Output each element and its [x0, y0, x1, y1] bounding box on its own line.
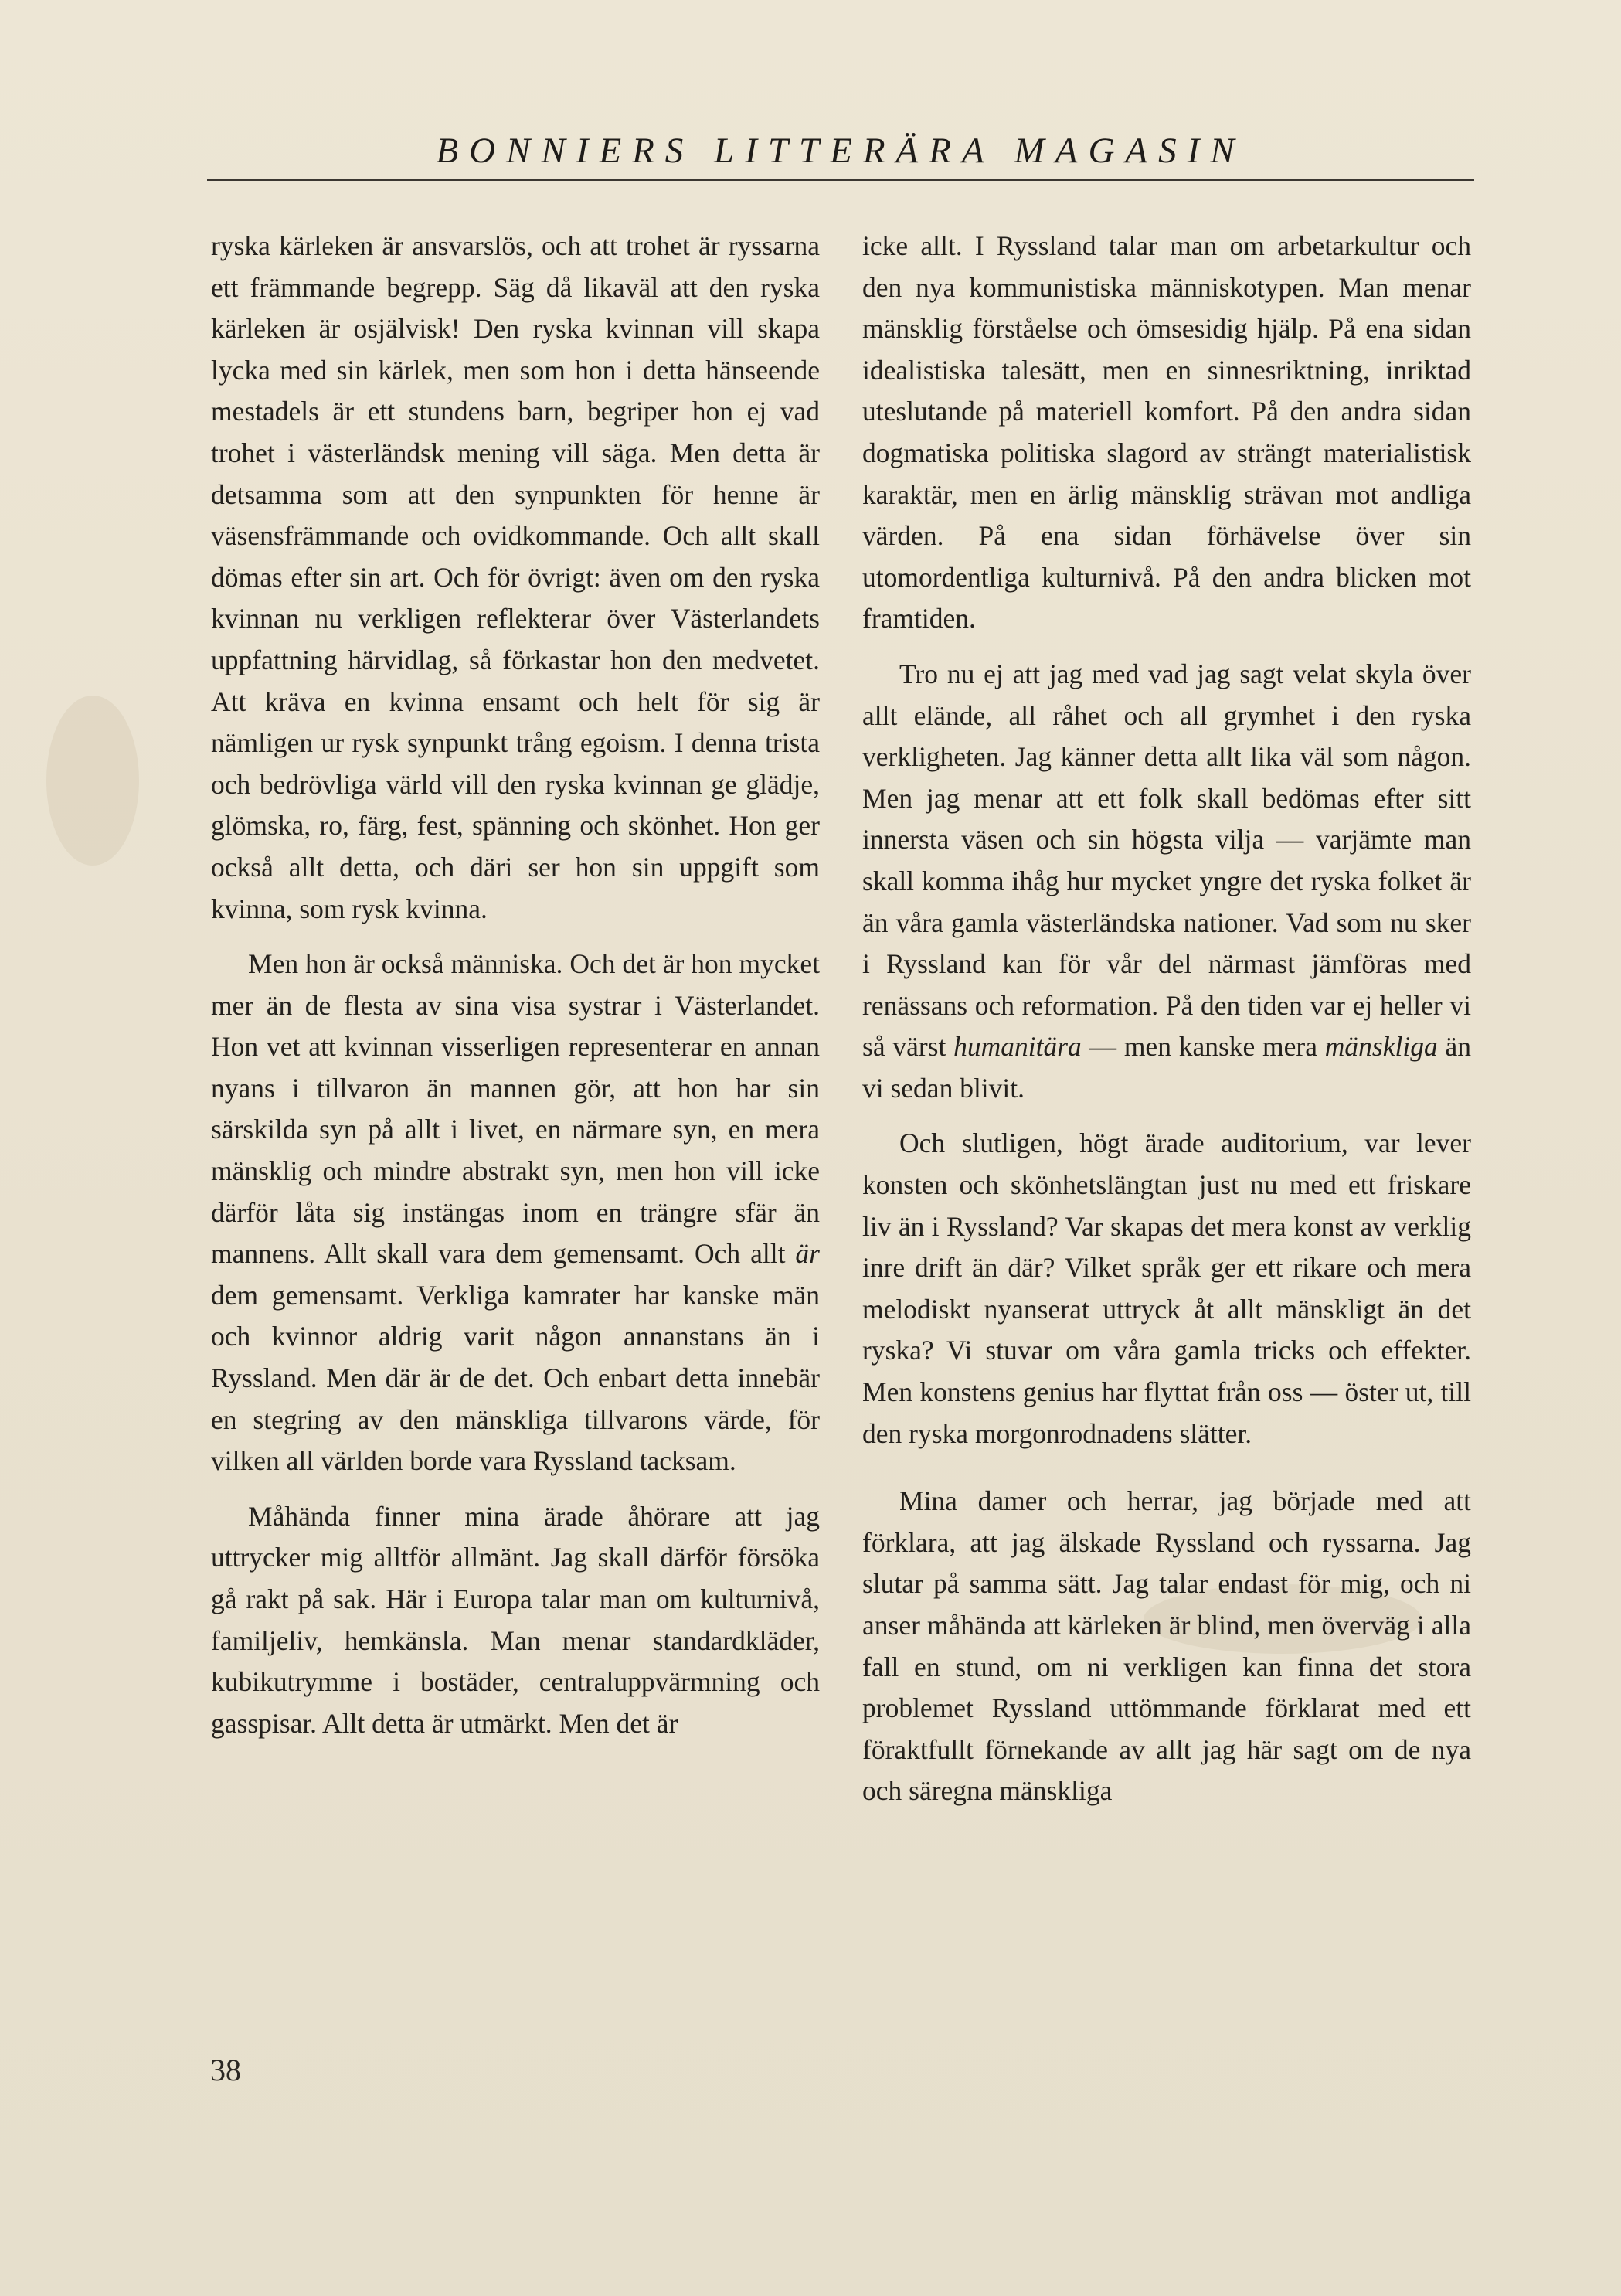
right-paragraph-2-emphasis-1: humanitära [953, 1031, 1082, 1063]
left-column [211, 226, 820, 1744]
magazine-title: BONNIERS LITTERÄRA MAGASIN [436, 131, 1245, 171]
right-paragraph-4: Mina damer och herrar, jag började med att förklara, att jag älskade Ryssland och ryssarna. Jag slutar på samma sätt. Jag talar endast för mig, och ni anser måhända att kärleken är blind, men överväg i alla fall en stund, om ni verkligen kan finna det stora problemet Ryssland uttömmande förklarat med ett föraktfullt förnekande av allt jag här sagt om de nya och säregna mänskliga [862, 1485, 1471, 1807]
right-paragraph-3: Och slutligen, högt ärade auditorium, var lever konsten och skönhetslängtan just nu med ett friskare liv än i Ryssland? Var skapas det mera konst av verklig inre drift än där? Vilket språk ger ett rikare och mera melodiskt nyanserat uttryck åt allt mänskligt än det ryska? Vi stuvar om våra gamla tricks och effekter. Men konstens genius har flyttat från oss — öster ut, till den ryska morgonrodnadens slätter. [862, 1128, 1471, 1449]
left-paragraph-1: ryska kärleken är ansvarslös, och att trohet är ryssarna ett främmande begrepp. Säg då likaväl att den ryska kärleken är osjälvisk! Den ryska kvinnan vill skapa lycka med sin kärlek, men som hon i detta hänseende mestadels är ett stundens barn, begriper hon ej vad trohet i västerländsk mening vill säga. Men detta är detsamma som att den synpunkten för henne är väsensfrämmande och ovidkommande. Och allt skall dömas efter sin art. Och för övrigt: även om den ryska kvinnan nu verkligen reflekterar över Västerlandets uppfattning härvidlag, så förkastar hon den medvetet. Att kräva en kvinna ensamt och helt för sig är nämligen ur rysk synpunkt trång egoism. I denna trista och bedrövliga värld vill den ryska kvinnan ge glädje, glömska, ro, färg, fest, spänning och skönhet. Hon ger också allt detta, och däri ser hon sin uppgift som kvinna, som rysk kvinna. [211, 230, 820, 924]
right-paragraph-2 [862, 654, 1471, 1110]
paper-stain [46, 696, 139, 866]
left-paragraph-2-text-b: dem gemensamt. Verkliga kamrater har kanske män och kvinnor aldrig varit någon annanstans än i Ryssland. Men där är de det. Och enbart detta innebär en stegring av den mänskliga tillvarons värde, för vilken all världen borde vara Ryssland tacksam. [211, 1279, 820, 1477]
running-header [207, 124, 1474, 184]
right-paragraph-2-text-c: än vi sedan blivit. [862, 1031, 1471, 1104]
left-paragraph-2-text-a: Men hon är också människa. Och det är hon mycket mer än de flesta av sina visa systrar i Västerlandet. Hon vet att kvinnan visserligen representerar en annan nyans i tillvaron än mannen gör, att hon har sin särskilda syn på allt i livet, en närmare syn, en mera mänsklig och mindre abstrakt syn, men hon vill icke därför låta sig instängas inom en trängre sfär än mannens. Allt skall vara dem gemensamt. Och allt [211, 948, 820, 1270]
left-paragraph-3: Måhända finner mina ärade åhörare att jag uttrycker mig alltför allmänt. Jag skall därför försöka gå rakt på sak. Här i Europa talar man om kulturnivå, familjeliv, hemkänsla. Man menar standardkläder, kubikutrymme i bostäder, centraluppvärmning och gasspisar. Allt detta är utmärkt. Men det är [211, 1500, 820, 1739]
right-paragraph-2-text-a: Tro nu ej att jag med vad jag sagt velat skyla över allt elände, all råhet och all grymhet i den ryska verkligheten. Jag känner detta allt lika väl som någon. Men jag menar att ett folk skall bedömas efter sitt innersta väsen och sin högsta vilja — varjämte man skall komma ihåg hur mycket yngre det ryska folket är än våra gamla västerländska nationer. Vad som nu sker i Ryssland kan för vår del närmast jämföras med renässans och reformation. På den tiden var ej heller vi så värst [862, 658, 1471, 1063]
header-rule [207, 179, 1474, 181]
left-paragraph-2-emphasis: är [795, 1238, 820, 1270]
page-number: 38 [210, 2053, 241, 2087]
left-paragraph-2 [211, 944, 820, 1482]
right-paragraph-2-text-b: — men kanske mera [1081, 1031, 1325, 1063]
right-paragraph-1: icke allt. I Ryssland talar man om arbetarkultur och den nya kommunistiska människotypen. Man menar mänsklig förståelse och ömsesidig hjälp. På ena sidan idealistiska talesätt, men en sinnesriktning, inriktad uteslutande på materiell komfort. På den andra sidan dogmatiska politiska slagord av strängt materialistisk karaktär, men en ärlig mänsklig strävan mot andliga värden. På ena sidan förhävelse över sin utomordentliga kulturnivå. På den andra blicken mot framtiden. [862, 230, 1471, 634]
right-paragraph-2-emphasis-2: mänskliga [1324, 1031, 1438, 1063]
right-column [862, 226, 1471, 1812]
